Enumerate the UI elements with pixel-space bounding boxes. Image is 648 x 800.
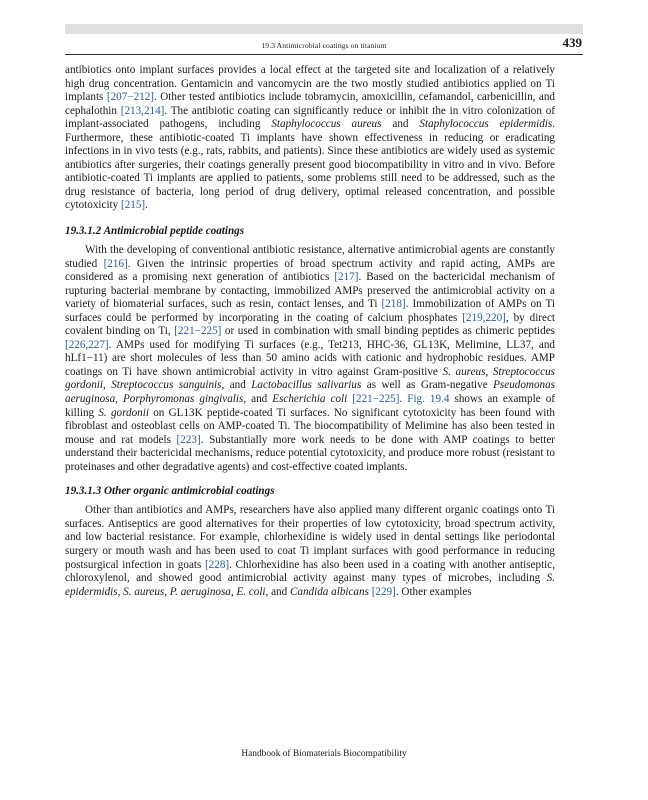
page-number: 439 [562, 35, 582, 50]
header-shade-bar [65, 24, 583, 34]
footer-book-title: Handbook of Biomaterials Biocompatibility [241, 749, 407, 759]
figure-link[interactable]: Fig. 19.4 [407, 393, 450, 406]
reference-link[interactable]: [207−212] [106, 91, 154, 104]
reference-link[interactable]: [218] [381, 298, 406, 311]
reference-link[interactable]: [217] [334, 271, 359, 284]
paragraph-other-organic: Other than antibiotics and AMPs, researchers have also applied many different organic coatings onto Ti surfaces. Antiseptics are good alternatives for their properties of low cytotoxicity, broad spectrum activity, and low bacterial resistance. For example, chlorhexidine is widely used in dental settings like periodontal surgery or mouth wash and has been used to coat Ti implant surfaces with good performance in reducing postsurgical infection in goats [228]. Chlorhexidine has also been used in a coating with another antiseptic, chloroxylenol, and showed good antimicrobial activity against many types of microbes, including S. epidermidis, S. aureus, P. aeruginosa, E. coli, and Candida albicans [229]. Other examples [65, 504, 555, 598]
reference-link[interactable]: [213,214] [120, 104, 165, 117]
reference-link[interactable]: [221−225] [174, 325, 222, 338]
running-header [65, 36, 583, 55]
paragraph-antimicrobial-peptide: With the developing of conventional antibiotic resistance, alternative antimicrobial agents are constantly studied [216]. Given the intrinsic properties of broad spectrum activity and rapid acting, AMPs are considered as a promising next generation of antibiotics [217]. Based on the bactericidal mechanism of rupturing bacterial membrane by contacting, immobilized AMPs preserved the antimicrobial activity on a variety of biomaterial surfaces, such as resin, contact lenses, and Ti [218]. Immobilization of AMPs on Ti surfaces could be performed by incorporating in the coating of calcium phosphates [219,220], by direct covalent binding on Ti, [221−225] or used in combination with small binding peptides as chimeric peptides [226,227]. AMPs used for modifying Ti surfaces (e.g., Tet213, HHC-36, GL13K, Melimine, LL37, and hLf1−11) are short molecules of less than 50 amino acids with cationic and hydrophobic residues. AMP coatings on Ti have shown antimicrobial activity in vitro against Gram-positive S. aureus, Streptococcus gordonii, Streptococcus sanguinis, and Lactobacillus salivarius as well as Gram-negative Pseudomonas aeruginosa, Porphyromonas gingivalis, and Escherichia coli [221−225]. Fig. 19.4 shows an example of killing S. gordonii on GL13K peptide-coated Ti surfaces. No significant cytotoxicity has been found with fibroblast and osteoblast cells on AMP-coated Ti. The biocompatibility of Melimine has also been tested in mouse and rat models [223]. Substantially more work needs to be done with AMP coatings to better understand their bactericidal mechanisms, reduce potential cytotoxicity, and produce more robust (resistant to proteinases and other degradative agents) and cost-effective coated implants. [65, 244, 556, 473]
reference-link[interactable]: [221−225] [352, 393, 400, 406]
reference-link[interactable]: [216] [103, 257, 128, 270]
section-heading-other-organic: 19.3.1.3 Other organic antimicrobial coatings [65, 485, 275, 498]
reference-link[interactable]: [229] [371, 585, 396, 598]
reference-link[interactable]: [219,220] [462, 311, 506, 324]
reference-link[interactable]: [215] [121, 199, 146, 212]
reference-link[interactable]: [223] [176, 433, 201, 446]
reference-link[interactable]: [228] [204, 558, 230, 571]
section-heading-antimicrobial-peptide: 19.3.1.2 Antimicrobial peptide coatings [65, 225, 245, 238]
body-text [65, 64, 555, 599]
reference-link[interactable]: [226,227] [65, 338, 109, 351]
paragraph-antibiotic-coatings: antibiotics onto implant surfaces provides a local effect at the targeted site and localization of a relatively high drug concentration. Gentamicin and vancomycin are the two mostly studied antibiotics applied on Ti implants [207−212]. Other tested antibiotics include tobramycin, amoxicillin, cefamandol, carbenicillin, and cephalothin [213,214]. The antibiotic coating can significantly reduce or inhibit the in vitro colonization of implant-associated pathogens, including Staphylococcus aureus and Staphylococcus epidermidis. Furthermore, these antibiotic-coated Ti implants have shown effectiveness in reducing or eradicating infections in in vivo tests (e.g., rats, rabbits, and patients). Since these antibiotics are widely used as systemic antibiotics after surgeries, their coatings generally present good biocompatibility in vitro and in vivo. Before antibiotic-coated Ti implants are applied to patients, some problems still need to be addressed, such as the drug resistance of bacteria, long period of drug delivery, optimal released concentration, and possible cytotoxicity [215]. [65, 64, 556, 212]
running-title: 19.3 Antimicrobial coatings on titanium [261, 41, 387, 50]
